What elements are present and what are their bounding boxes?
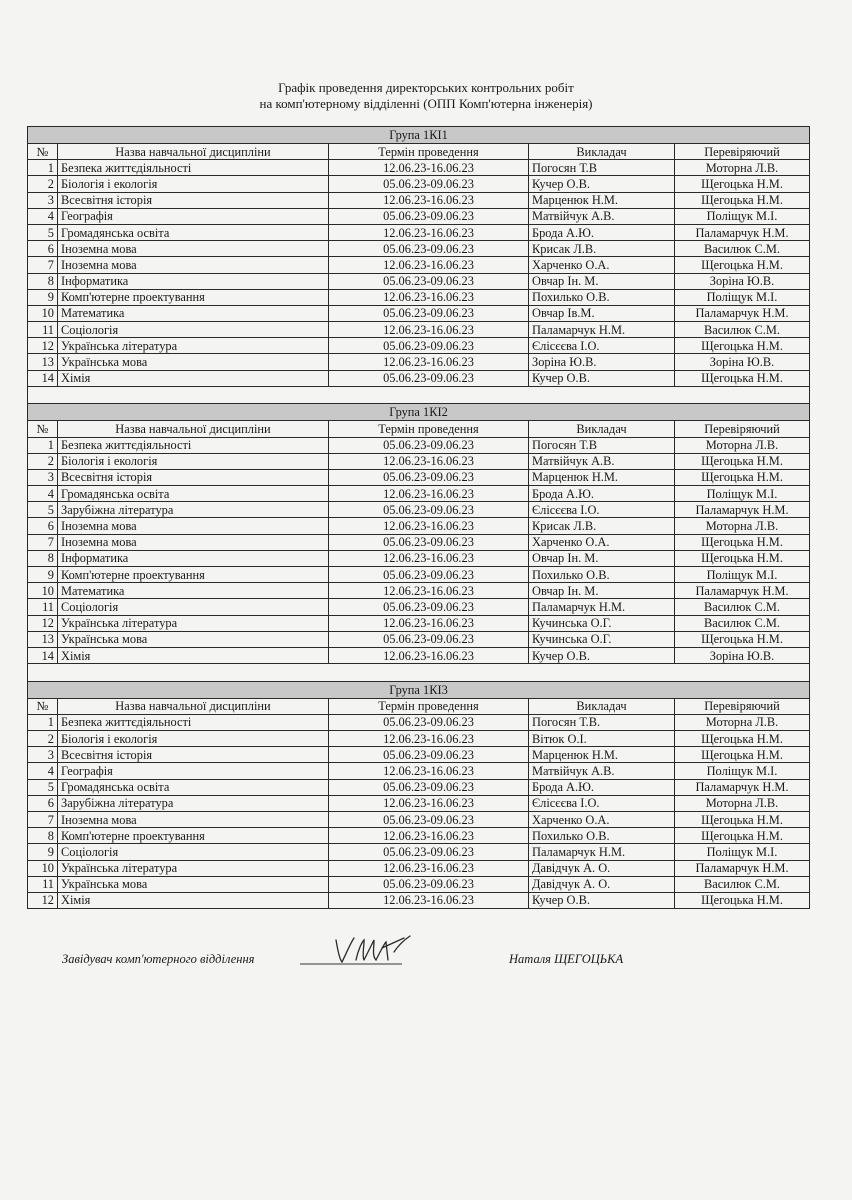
group-name: Група 1КІ1 bbox=[28, 127, 810, 144]
teacher-name: Кучер О.В. bbox=[529, 176, 675, 192]
discipline-name: Українська література bbox=[58, 338, 329, 354]
exam-term: 12.06.23-16.06.23 bbox=[329, 550, 529, 566]
discipline-name: Соціологія bbox=[58, 322, 329, 338]
exam-term: 12.06.23-16.06.23 bbox=[329, 322, 529, 338]
header-num: № bbox=[28, 144, 58, 160]
exam-term: 12.06.23-16.06.23 bbox=[329, 354, 529, 370]
table-row bbox=[28, 714, 810, 730]
header-checker: Перевіряючий bbox=[675, 421, 810, 437]
discipline-name: Хімія bbox=[58, 370, 329, 386]
teacher-name: Погосян Т.В. bbox=[529, 714, 675, 730]
checker-name: Поліщук М.І. bbox=[675, 844, 810, 860]
discipline-name: Громадянська освіта bbox=[58, 486, 329, 502]
table-row bbox=[28, 160, 810, 176]
checker-name: Поліщук М.І. bbox=[675, 289, 810, 305]
column-header-row bbox=[28, 144, 810, 160]
exam-term: 12.06.23-16.06.23 bbox=[329, 731, 529, 747]
row-number: 9 bbox=[28, 567, 58, 583]
exam-term: 12.06.23-16.06.23 bbox=[329, 892, 529, 908]
group-header-row bbox=[28, 127, 810, 144]
discipline-name: Іноземна мова bbox=[58, 257, 329, 273]
checker-name: Моторна Л.В. bbox=[675, 518, 810, 534]
group-spacer-row bbox=[28, 664, 810, 682]
table-row bbox=[28, 779, 810, 795]
header-term: Термін проведення bbox=[329, 144, 529, 160]
header-discipline: Назва навчальної дисципліни bbox=[58, 698, 329, 714]
discipline-name: Всесвітня історія bbox=[58, 469, 329, 485]
discipline-name: Українська мова bbox=[58, 631, 329, 647]
checker-name: Василюк С.М. bbox=[675, 599, 810, 615]
discipline-name: Всесвітня історія bbox=[58, 192, 329, 208]
row-number: 6 bbox=[28, 795, 58, 811]
header-num: № bbox=[28, 421, 58, 437]
checker-name: Щегоцька Н.М. bbox=[675, 731, 810, 747]
row-number: 2 bbox=[28, 731, 58, 747]
teacher-name: Брода А.Ю. bbox=[529, 224, 675, 240]
footer-position: Завідувач комп'ютерного відділення bbox=[62, 952, 255, 966]
discipline-name: Хімія bbox=[58, 892, 329, 908]
checker-name: Щегоцька Н.М. bbox=[675, 747, 810, 763]
checker-name: Василюк С.М. bbox=[675, 322, 810, 338]
teacher-name: Давідчук А. О. bbox=[529, 876, 675, 892]
checker-name: Моторна Л.В. bbox=[675, 160, 810, 176]
checker-name: Щегоцька Н.М. bbox=[675, 892, 810, 908]
table-row bbox=[28, 615, 810, 631]
table-row bbox=[28, 322, 810, 338]
teacher-name: Харченко О.А. bbox=[529, 257, 675, 273]
row-number: 13 bbox=[28, 354, 58, 370]
table-row bbox=[28, 502, 810, 518]
exam-term: 12.06.23-16.06.23 bbox=[329, 860, 529, 876]
row-number: 3 bbox=[28, 192, 58, 208]
table-row bbox=[28, 747, 810, 763]
table-row bbox=[28, 567, 810, 583]
checker-name: Поліщук М.І. bbox=[675, 486, 810, 502]
table-row bbox=[28, 486, 810, 502]
header-teacher: Викладач bbox=[529, 144, 675, 160]
teacher-name: Брода А.Ю. bbox=[529, 779, 675, 795]
exam-term: 05.06.23-09.06.23 bbox=[329, 747, 529, 763]
table-row bbox=[28, 224, 810, 240]
row-number: 6 bbox=[28, 241, 58, 257]
exam-term: 05.06.23-09.06.23 bbox=[329, 273, 529, 289]
table-row bbox=[28, 273, 810, 289]
group-name: Група 1КІ2 bbox=[28, 404, 810, 421]
discipline-name: Зарубіжна література bbox=[58, 795, 329, 811]
row-number: 6 bbox=[28, 518, 58, 534]
teacher-name: Крисак Л.В. bbox=[529, 518, 675, 534]
row-number: 11 bbox=[28, 876, 58, 892]
exam-term: 05.06.23-09.06.23 bbox=[329, 208, 529, 224]
discipline-name: Безпека життєдіяльності bbox=[58, 437, 329, 453]
checker-name: Паламарчук Н.М. bbox=[675, 502, 810, 518]
exam-term: 12.06.23-16.06.23 bbox=[329, 828, 529, 844]
discipline-name: Зарубіжна література bbox=[58, 502, 329, 518]
row-number: 10 bbox=[28, 305, 58, 321]
checker-name: Щегоцька Н.М. bbox=[675, 811, 810, 827]
teacher-name: Похилько О.В. bbox=[529, 567, 675, 583]
teacher-name: Давідчук А. О. bbox=[529, 860, 675, 876]
teacher-name: Матвійчук А.В. bbox=[529, 453, 675, 469]
spacer-cell bbox=[28, 386, 810, 404]
checker-name: Зоріна Ю.В. bbox=[675, 354, 810, 370]
row-number: 5 bbox=[28, 224, 58, 240]
table-row bbox=[28, 763, 810, 779]
checker-name: Щегоцька Н.М. bbox=[675, 338, 810, 354]
row-number: 1 bbox=[28, 437, 58, 453]
checker-name: Щегоцька Н.М. bbox=[675, 828, 810, 844]
exam-term: 12.06.23-16.06.23 bbox=[329, 763, 529, 779]
schedule-table bbox=[27, 126, 810, 909]
group-header-row bbox=[28, 404, 810, 421]
teacher-name: Крисак Л.В. bbox=[529, 241, 675, 257]
teacher-name: Паламарчук Н.М. bbox=[529, 322, 675, 338]
table-row bbox=[28, 550, 810, 566]
teacher-name: Кучер О.В. bbox=[529, 892, 675, 908]
table-row bbox=[28, 828, 810, 844]
row-number: 12 bbox=[28, 338, 58, 354]
teacher-name: Брода А.Ю. bbox=[529, 486, 675, 502]
header-checker: Перевіряючий bbox=[675, 144, 810, 160]
row-number: 9 bbox=[28, 289, 58, 305]
checker-name: Моторна Л.В. bbox=[675, 714, 810, 730]
checker-name: Щегоцька Н.М. bbox=[675, 453, 810, 469]
table-row bbox=[28, 518, 810, 534]
discipline-name: Комп'ютерне проектування bbox=[58, 567, 329, 583]
exam-term: 12.06.23-16.06.23 bbox=[329, 257, 529, 273]
discipline-name: Всесвітня історія bbox=[58, 747, 329, 763]
spacer-cell bbox=[28, 664, 810, 682]
discipline-name: Біологія і екологія bbox=[58, 176, 329, 192]
exam-term: 12.06.23-16.06.23 bbox=[329, 615, 529, 631]
row-number: 14 bbox=[28, 647, 58, 663]
exam-term: 12.06.23-16.06.23 bbox=[329, 486, 529, 502]
row-number: 4 bbox=[28, 763, 58, 779]
discipline-name: Соціологія bbox=[58, 599, 329, 615]
discipline-name: Біологія і екологія bbox=[58, 731, 329, 747]
exam-term: 05.06.23-09.06.23 bbox=[329, 876, 529, 892]
row-number: 1 bbox=[28, 160, 58, 176]
teacher-name: Овчар Ів.М. bbox=[529, 305, 675, 321]
exam-term: 05.06.23-09.06.23 bbox=[329, 305, 529, 321]
teacher-name: Кучинська О.Г. bbox=[529, 615, 675, 631]
row-number: 8 bbox=[28, 273, 58, 289]
teacher-name: Кучер О.В. bbox=[529, 647, 675, 663]
teacher-name: Зоріна Ю.В. bbox=[529, 354, 675, 370]
header-discipline: Назва навчальної дисципліни bbox=[58, 421, 329, 437]
header-checker: Перевіряючий bbox=[675, 698, 810, 714]
table-row bbox=[28, 176, 810, 192]
row-number: 4 bbox=[28, 486, 58, 502]
row-number: 12 bbox=[28, 615, 58, 631]
teacher-name: Матвійчук А.В. bbox=[529, 208, 675, 224]
discipline-name: Іноземна мова bbox=[58, 811, 329, 827]
row-number: 2 bbox=[28, 176, 58, 192]
exam-term: 05.06.23-09.06.23 bbox=[329, 502, 529, 518]
table-row bbox=[28, 437, 810, 453]
checker-name: Щегоцька Н.М. bbox=[675, 631, 810, 647]
table-row bbox=[28, 534, 810, 550]
teacher-name: Матвійчук А.В. bbox=[529, 763, 675, 779]
column-header-row bbox=[28, 698, 810, 714]
discipline-name: Громадянська освіта bbox=[58, 224, 329, 240]
exam-term: 12.06.23-16.06.23 bbox=[329, 518, 529, 534]
table-row bbox=[28, 241, 810, 257]
checker-name: Моторна Л.В. bbox=[675, 437, 810, 453]
exam-term: 05.06.23-09.06.23 bbox=[329, 437, 529, 453]
table-row bbox=[28, 647, 810, 663]
row-number: 10 bbox=[28, 583, 58, 599]
table-row bbox=[28, 257, 810, 273]
table-row bbox=[28, 453, 810, 469]
teacher-name: Вітюк О.І. bbox=[529, 731, 675, 747]
row-number: 5 bbox=[28, 502, 58, 518]
discipline-name: Географія bbox=[58, 208, 329, 224]
table-row bbox=[28, 892, 810, 908]
table-row bbox=[28, 354, 810, 370]
teacher-name: Марценюк Н.М. bbox=[529, 747, 675, 763]
exam-term: 05.06.23-09.06.23 bbox=[329, 534, 529, 550]
row-number: 10 bbox=[28, 860, 58, 876]
exam-term: 12.06.23-16.06.23 bbox=[329, 289, 529, 305]
exam-term: 12.06.23-16.06.23 bbox=[329, 192, 529, 208]
schedule-table-body bbox=[28, 127, 810, 909]
title-line-2: на комп'ютерному відділенні (ОПП Комп'ютерна інженерія) bbox=[259, 96, 593, 111]
exam-term: 05.06.23-09.06.23 bbox=[329, 469, 529, 485]
teacher-name: Паламарчук Н.М. bbox=[529, 844, 675, 860]
teacher-name: Кучер О.В. bbox=[529, 370, 675, 386]
exam-term: 05.06.23-09.06.23 bbox=[329, 811, 529, 827]
checker-name: Щегоцька Н.М. bbox=[675, 192, 810, 208]
exam-term: 05.06.23-09.06.23 bbox=[329, 370, 529, 386]
table-row bbox=[28, 631, 810, 647]
row-number: 7 bbox=[28, 534, 58, 550]
teacher-name: Паламарчук Н.М. bbox=[529, 599, 675, 615]
teacher-name: Харченко О.А. bbox=[529, 811, 675, 827]
row-number: 8 bbox=[28, 550, 58, 566]
discipline-name: Комп'ютерне проектування bbox=[58, 828, 329, 844]
teacher-name: Погосян Т.В bbox=[529, 437, 675, 453]
row-number: 1 bbox=[28, 714, 58, 730]
checker-name: Щегоцька Н.М. bbox=[675, 370, 810, 386]
discipline-name: Біологія і екологія bbox=[58, 453, 329, 469]
checker-name: Паламарчук Н.М. bbox=[675, 305, 810, 321]
discipline-name: Безпека життєдіяльності bbox=[58, 160, 329, 176]
teacher-name: Овчар Ін. М. bbox=[529, 273, 675, 289]
teacher-name: Кучинська О.Г. bbox=[529, 631, 675, 647]
discipline-name: Українська мова bbox=[58, 876, 329, 892]
table-row bbox=[28, 469, 810, 485]
checker-name: Поліщук М.І. bbox=[675, 763, 810, 779]
discipline-name: Іноземна мова bbox=[58, 518, 329, 534]
teacher-name: Марценюк Н.М. bbox=[529, 469, 675, 485]
discipline-name: Українська література bbox=[58, 860, 329, 876]
table-row bbox=[28, 370, 810, 386]
exam-term: 05.06.23-09.06.23 bbox=[329, 779, 529, 795]
row-number: 12 bbox=[28, 892, 58, 908]
exam-term: 05.06.23-09.06.23 bbox=[329, 844, 529, 860]
group-spacer-row bbox=[28, 386, 810, 404]
discipline-name: Іноземна мова bbox=[58, 241, 329, 257]
group-header-row bbox=[28, 681, 810, 698]
discipline-name: Українська мова bbox=[58, 354, 329, 370]
discipline-name: Комп'ютерне проектування bbox=[58, 289, 329, 305]
row-number: 8 bbox=[28, 828, 58, 844]
discipline-name: Хімія bbox=[58, 647, 329, 663]
table-row bbox=[28, 876, 810, 892]
checker-name: Щегоцька Н.М. bbox=[675, 469, 810, 485]
row-number: 9 bbox=[28, 844, 58, 860]
document-title bbox=[0, 80, 852, 112]
discipline-name: Інформатика bbox=[58, 273, 329, 289]
checker-name: Поліщук М.І. bbox=[675, 567, 810, 583]
exam-term: 05.06.23-09.06.23 bbox=[329, 714, 529, 730]
checker-name: Поліщук М.І. bbox=[675, 208, 810, 224]
exam-term: 05.06.23-09.06.23 bbox=[329, 599, 529, 615]
table-row bbox=[28, 305, 810, 321]
row-number: 13 bbox=[28, 631, 58, 647]
group-name: Група 1КІ3 bbox=[28, 681, 810, 698]
row-number: 7 bbox=[28, 811, 58, 827]
exam-term: 05.06.23-09.06.23 bbox=[329, 631, 529, 647]
row-number: 7 bbox=[28, 257, 58, 273]
discipline-name: Математика bbox=[58, 305, 329, 321]
table-row bbox=[28, 599, 810, 615]
table-row bbox=[28, 338, 810, 354]
discipline-name: Географія bbox=[58, 763, 329, 779]
discipline-name: Інформатика bbox=[58, 550, 329, 566]
checker-name: Паламарчук Н.М. bbox=[675, 224, 810, 240]
exam-term: 12.06.23-16.06.23 bbox=[329, 224, 529, 240]
exam-term: 12.06.23-16.06.23 bbox=[329, 647, 529, 663]
header-discipline: Назва навчальної дисципліни bbox=[58, 144, 329, 160]
row-number: 3 bbox=[28, 469, 58, 485]
exam-term: 12.06.23-16.06.23 bbox=[329, 583, 529, 599]
row-number: 4 bbox=[28, 208, 58, 224]
teacher-name: Овчар Ін. М. bbox=[529, 583, 675, 599]
table-row bbox=[28, 860, 810, 876]
row-number: 5 bbox=[28, 779, 58, 795]
table-row bbox=[28, 208, 810, 224]
discipline-name: Безпека життєдіяльності bbox=[58, 714, 329, 730]
exam-term: 12.06.23-16.06.23 bbox=[329, 795, 529, 811]
teacher-name: Погосян Т.В bbox=[529, 160, 675, 176]
checker-name: Василюк С.М. bbox=[675, 615, 810, 631]
header-teacher: Викладач bbox=[529, 698, 675, 714]
header-num: № bbox=[28, 698, 58, 714]
checker-name: Зоріна Ю.В. bbox=[675, 647, 810, 663]
exam-term: 05.06.23-09.06.23 bbox=[329, 176, 529, 192]
discipline-name: Громадянська освіта bbox=[58, 779, 329, 795]
table-row bbox=[28, 192, 810, 208]
row-number: 2 bbox=[28, 453, 58, 469]
header-teacher: Викладач bbox=[529, 421, 675, 437]
teacher-name: Похилько О.В. bbox=[529, 289, 675, 305]
title-line-1: Графік проведення директорських контрольних робіт bbox=[278, 80, 574, 95]
header-term: Термін проведення bbox=[329, 421, 529, 437]
teacher-name: Марценюк Н.М. bbox=[529, 192, 675, 208]
exam-term: 12.06.23-16.06.23 bbox=[329, 160, 529, 176]
row-number: 3 bbox=[28, 747, 58, 763]
teacher-name: Єлісєєва І.О. bbox=[529, 502, 675, 518]
table-row bbox=[28, 811, 810, 827]
checker-name: Моторна Л.В. bbox=[675, 795, 810, 811]
teacher-name: Похилько О.В. bbox=[529, 828, 675, 844]
footer-name: Наталя ЩЕГОЦЬКА bbox=[509, 952, 624, 966]
checker-name: Щегоцька Н.М. bbox=[675, 534, 810, 550]
teacher-name: Харченко О.А. bbox=[529, 534, 675, 550]
column-header-row bbox=[28, 421, 810, 437]
discipline-name: Соціологія bbox=[58, 844, 329, 860]
teacher-name: Єлісєєва І.О. bbox=[529, 795, 675, 811]
exam-term: 05.06.23-09.06.23 bbox=[329, 241, 529, 257]
discipline-name: Іноземна мова bbox=[58, 534, 329, 550]
row-number: 11 bbox=[28, 322, 58, 338]
checker-name: Щегоцька Н.М. bbox=[675, 257, 810, 273]
teacher-name: Овчар Ін. М. bbox=[529, 550, 675, 566]
signature bbox=[298, 930, 434, 970]
checker-name: Паламарчук Н.М. bbox=[675, 583, 810, 599]
table-row bbox=[28, 844, 810, 860]
teacher-name: Єлісєєва І.О. bbox=[529, 338, 675, 354]
checker-name: Зоріна Ю.В. bbox=[675, 273, 810, 289]
checker-name: Паламарчук Н.М. bbox=[675, 860, 810, 876]
discipline-name: Математика bbox=[58, 583, 329, 599]
exam-term: 12.06.23-16.06.23 bbox=[329, 453, 529, 469]
row-number: 11 bbox=[28, 599, 58, 615]
checker-name: Василюк С.М. bbox=[675, 241, 810, 257]
table-row bbox=[28, 731, 810, 747]
row-number: 14 bbox=[28, 370, 58, 386]
checker-name: Паламарчук Н.М. bbox=[675, 779, 810, 795]
table-row bbox=[28, 795, 810, 811]
header-term: Термін проведення bbox=[329, 698, 529, 714]
discipline-name: Українська література bbox=[58, 615, 329, 631]
exam-term: 05.06.23-09.06.23 bbox=[329, 567, 529, 583]
table-row bbox=[28, 583, 810, 599]
checker-name: Щегоцька Н.М. bbox=[675, 176, 810, 192]
checker-name: Василюк С.М. bbox=[675, 876, 810, 892]
checker-name: Щегоцька Н.М. bbox=[675, 550, 810, 566]
table-row bbox=[28, 289, 810, 305]
exam-term: 05.06.23-09.06.23 bbox=[329, 338, 529, 354]
